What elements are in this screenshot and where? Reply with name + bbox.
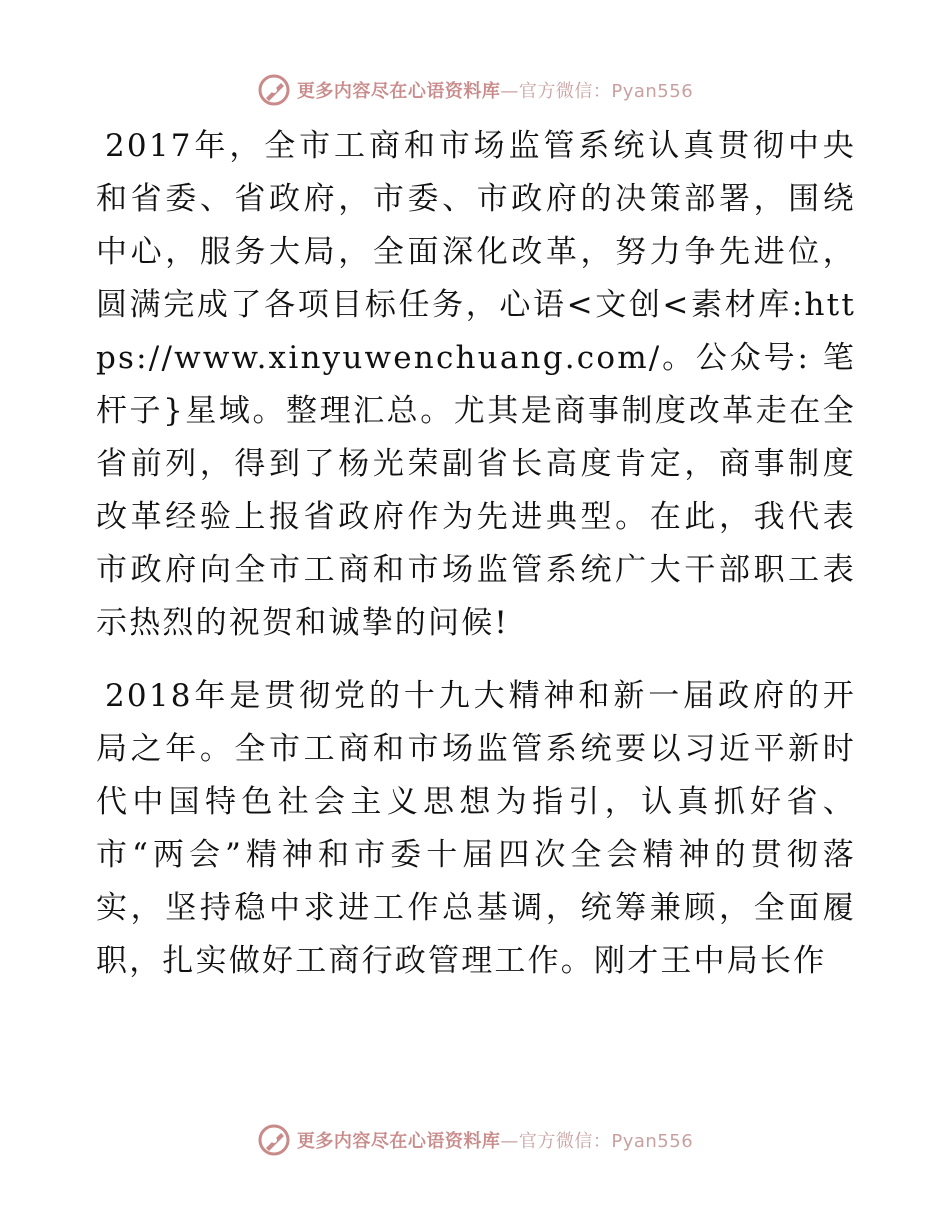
- watermark-separator: —: [500, 1131, 519, 1152]
- document-body: [96, 120, 856, 1008]
- pen-seal-logo-icon: [257, 73, 291, 107]
- watermark-brand: 更多内容尽在心语资料库: [296, 81, 501, 102]
- watermark-contact: 官方微信：Pyan556: [518, 1131, 694, 1152]
- paragraph-1: 2017年，全市工商和市场监管系统认真贯彻中央和省委、省政府，市委、市政府的决策部署，围绕中心，服务大局，全面深化改革，努力争先进位，圆满完成了各项目标任务，心语<文创<素材库:https://www.xinyuwenchuang.com/。公众号: 笔杆子}星域。整理汇总。尤其是商事制度改革走在全省前列，得到了杨光荣副省长高度肯定，商事制度改革经验上报省政府作为先进典型。在此，我代表市政府向全市工商和市场监管系统广大干部职工表示热烈的祝贺和诚挚的问候!: [96, 128, 856, 641]
- watermark-separator: —: [500, 81, 519, 102]
- watermark-text: [297, 1127, 693, 1153]
- watermark-text: [297, 77, 693, 103]
- watermark-contact: 官方微信：Pyan556: [518, 81, 694, 102]
- header-watermark: [0, 70, 950, 110]
- pen-seal-logo-icon: [257, 1123, 291, 1157]
- paragraph-2: 2018年是贯彻党的十九大精神和新一届政府的开局之年。全市工商和市场监管系统要以习近平新时代中国特色社会主义思想为指引，认真抓好省、市“两会”精神和市委十届四次全会精神的贯彻落实，坚持稳中求进工作总基调，统筹兼顾，全面履职，扎实做好工商行政管理工作。刚才王中局长作: [96, 678, 856, 979]
- watermark-brand: 更多内容尽在心语资料库: [296, 1131, 501, 1152]
- footer-watermark: [0, 1120, 950, 1160]
